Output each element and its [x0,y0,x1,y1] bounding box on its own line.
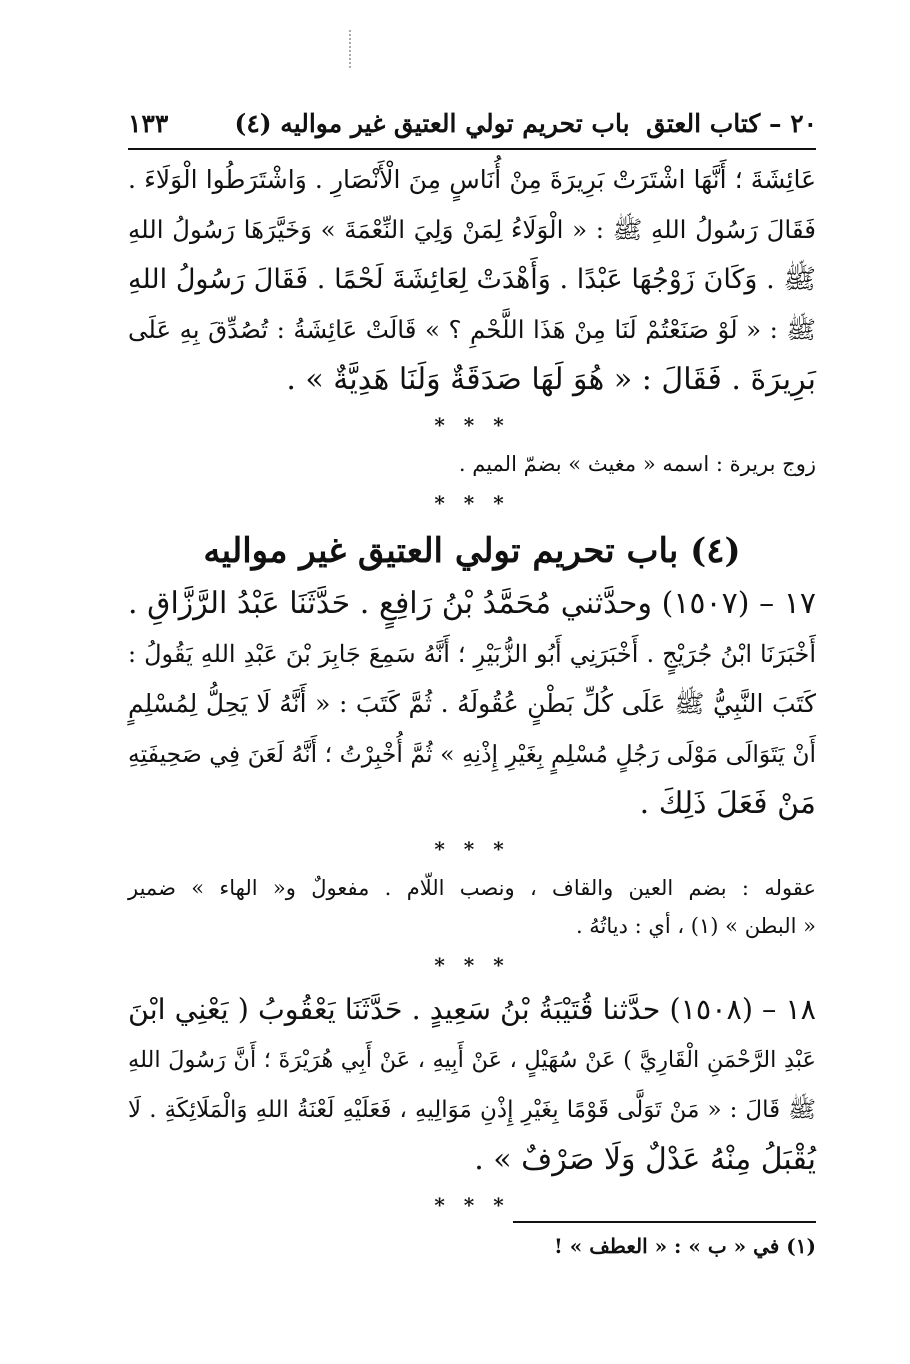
separator-stars: * * * [434,413,510,437]
commentary-line: عقوله : بضم العين والقاف ، ونصب اللّام . مفعولٌ و« الهاء » ضمير [128,876,816,900]
page-body [128,155,816,1225]
text-line: ﷺ : « لَوْ صَنَعْتُمْ لَنَا مِنْ هَذَا اللَّحْمِ ؟ » قَالَتْ عَائِشَةُ : تُصُدِّقَ بِهِ عَلَى [128,315,816,344]
text-line: ١٧ – (١٥٠٧) وحدَّثني مُحَمَّدُ بْنُ رَافِعٍ . حَدَّثَنَا عَبْدُ الرَّزَّاقِ . [128,586,817,621]
commentary-line: زوج بريرة : اسمه « مغيث » بضمّ الميم . [458,452,816,476]
separator-stars: * * * [434,491,510,515]
separator-stars: * * * [434,1193,510,1217]
scan-mark [349,30,353,68]
text-line: مَنْ فَعَلَ ذَلِكَ . [639,786,816,821]
book-title: ٢٠ – كتاب العتق [646,108,818,138]
text-line: بَرِيرَةَ . فَقَالَ : « هُوَ لَهَا صَدَقَةٌ وَلَنَا هَدِيَّةٌ » . [286,362,816,397]
separator-stars: * * * [434,837,510,861]
text-line: عَبْدِ الرَّحْمَنِ الْقَارِيَّ ) عَنْ سُهَيْلٍ ، عَنْ أَبِيهِ ، عَنْ أَبِي هُرَيْرَةَ ؛ أَنَّ رَسُولَ اللهِ [128,1047,816,1073]
text-line: فَقَالَ رَسُولُ اللهِ ﷺ : « الْوَلَاءُ لِمَنْ وَلِيَ النِّعْمَةَ » وَخَيَّرَهَا رَسُولُ اللهِ [128,215,816,244]
chapter-heading: (٤) باب تحريم تولي العتيق غير مواليه [203,531,741,571]
text-line: يُقْبَلُ مِنْهُ عَدْلٌ وَلَا صَرْفٌ » . [474,1142,816,1177]
commentary-line: « البطن » (١) ، أي : دياتُهُ . [575,914,816,938]
text-line: أَخْبَرَنَا ابْنُ جُرَيْجٍ . أَخْبَرَنِي أَبُو الزُّبَيْرِ ؛ أَنَّهُ سَمِعَ جَابِرَ بْنَ عَبْدِ اللهِ يَقُولُ : [128,640,816,668]
chapter-title-header: (٤) باب تحريم تولي العتيق غير مواليه [234,108,630,138]
running-header [128,98,816,150]
separator-stars: * * * [434,953,510,977]
page-number: ١٣٣ [128,108,169,138]
text-line: ١٨ – (١٥٠٨) حدَّثنا قُتَيْبَةُ بْنُ سَعِيدٍ . حَدَّثَنَا يَعْقُوبُ ( يَعْنِي ابْنَ [128,993,816,1026]
text-line: عَائِشَةَ ؛ أَنَّهَا اشْتَرَتْ بَرِيرَةَ مِنْ أُنَاسٍ مِنَ الْأَنْصَارِ . وَاشْتَرَطُوا الْوَلَاءَ . [128,165,816,194]
text-line: أَنْ يَتَوَالَى مَوْلَى رَجُلٍ مُسْلِمٍ بِغَيْرِ إِذْنِهِ » ثُمَّ أُخْبِرْتُ ؛ أَنَّهُ لَعَنَ فِي صَحِيفَتِهِ [128,740,816,768]
footnote: (١) في « ب » : « العطف » ! [554,1234,816,1258]
text-line: ﷺ قَالَ : « مَنْ تَوَلَّى قَوْمًا بِغَيْرِ إِذْنِ مَوَالِيهِ ، فَعَلَيْهِ لَعْنَةُ اللهِ وَالْمَلَائِكَةِ . لَا [128,1097,816,1123]
footnote-divider [513,1221,816,1223]
text-line: ﷺ . وَكَانَ زَوْجُهَا عَبْدًا . وَأَهْدَتْ لِعَائِشَةَ لَحْمًا . فَقَالَ رَسُولُ اللهِ [128,264,816,295]
text-line: كَتَبَ النَّبِيُّ ﷺ عَلَى كُلِّ بَطْنٍ عُقُولَهُ . ثُمَّ كَتَبَ : « أَنَّهُ لَا يَحِلُّ لِمُسْلِمٍ [128,689,816,718]
